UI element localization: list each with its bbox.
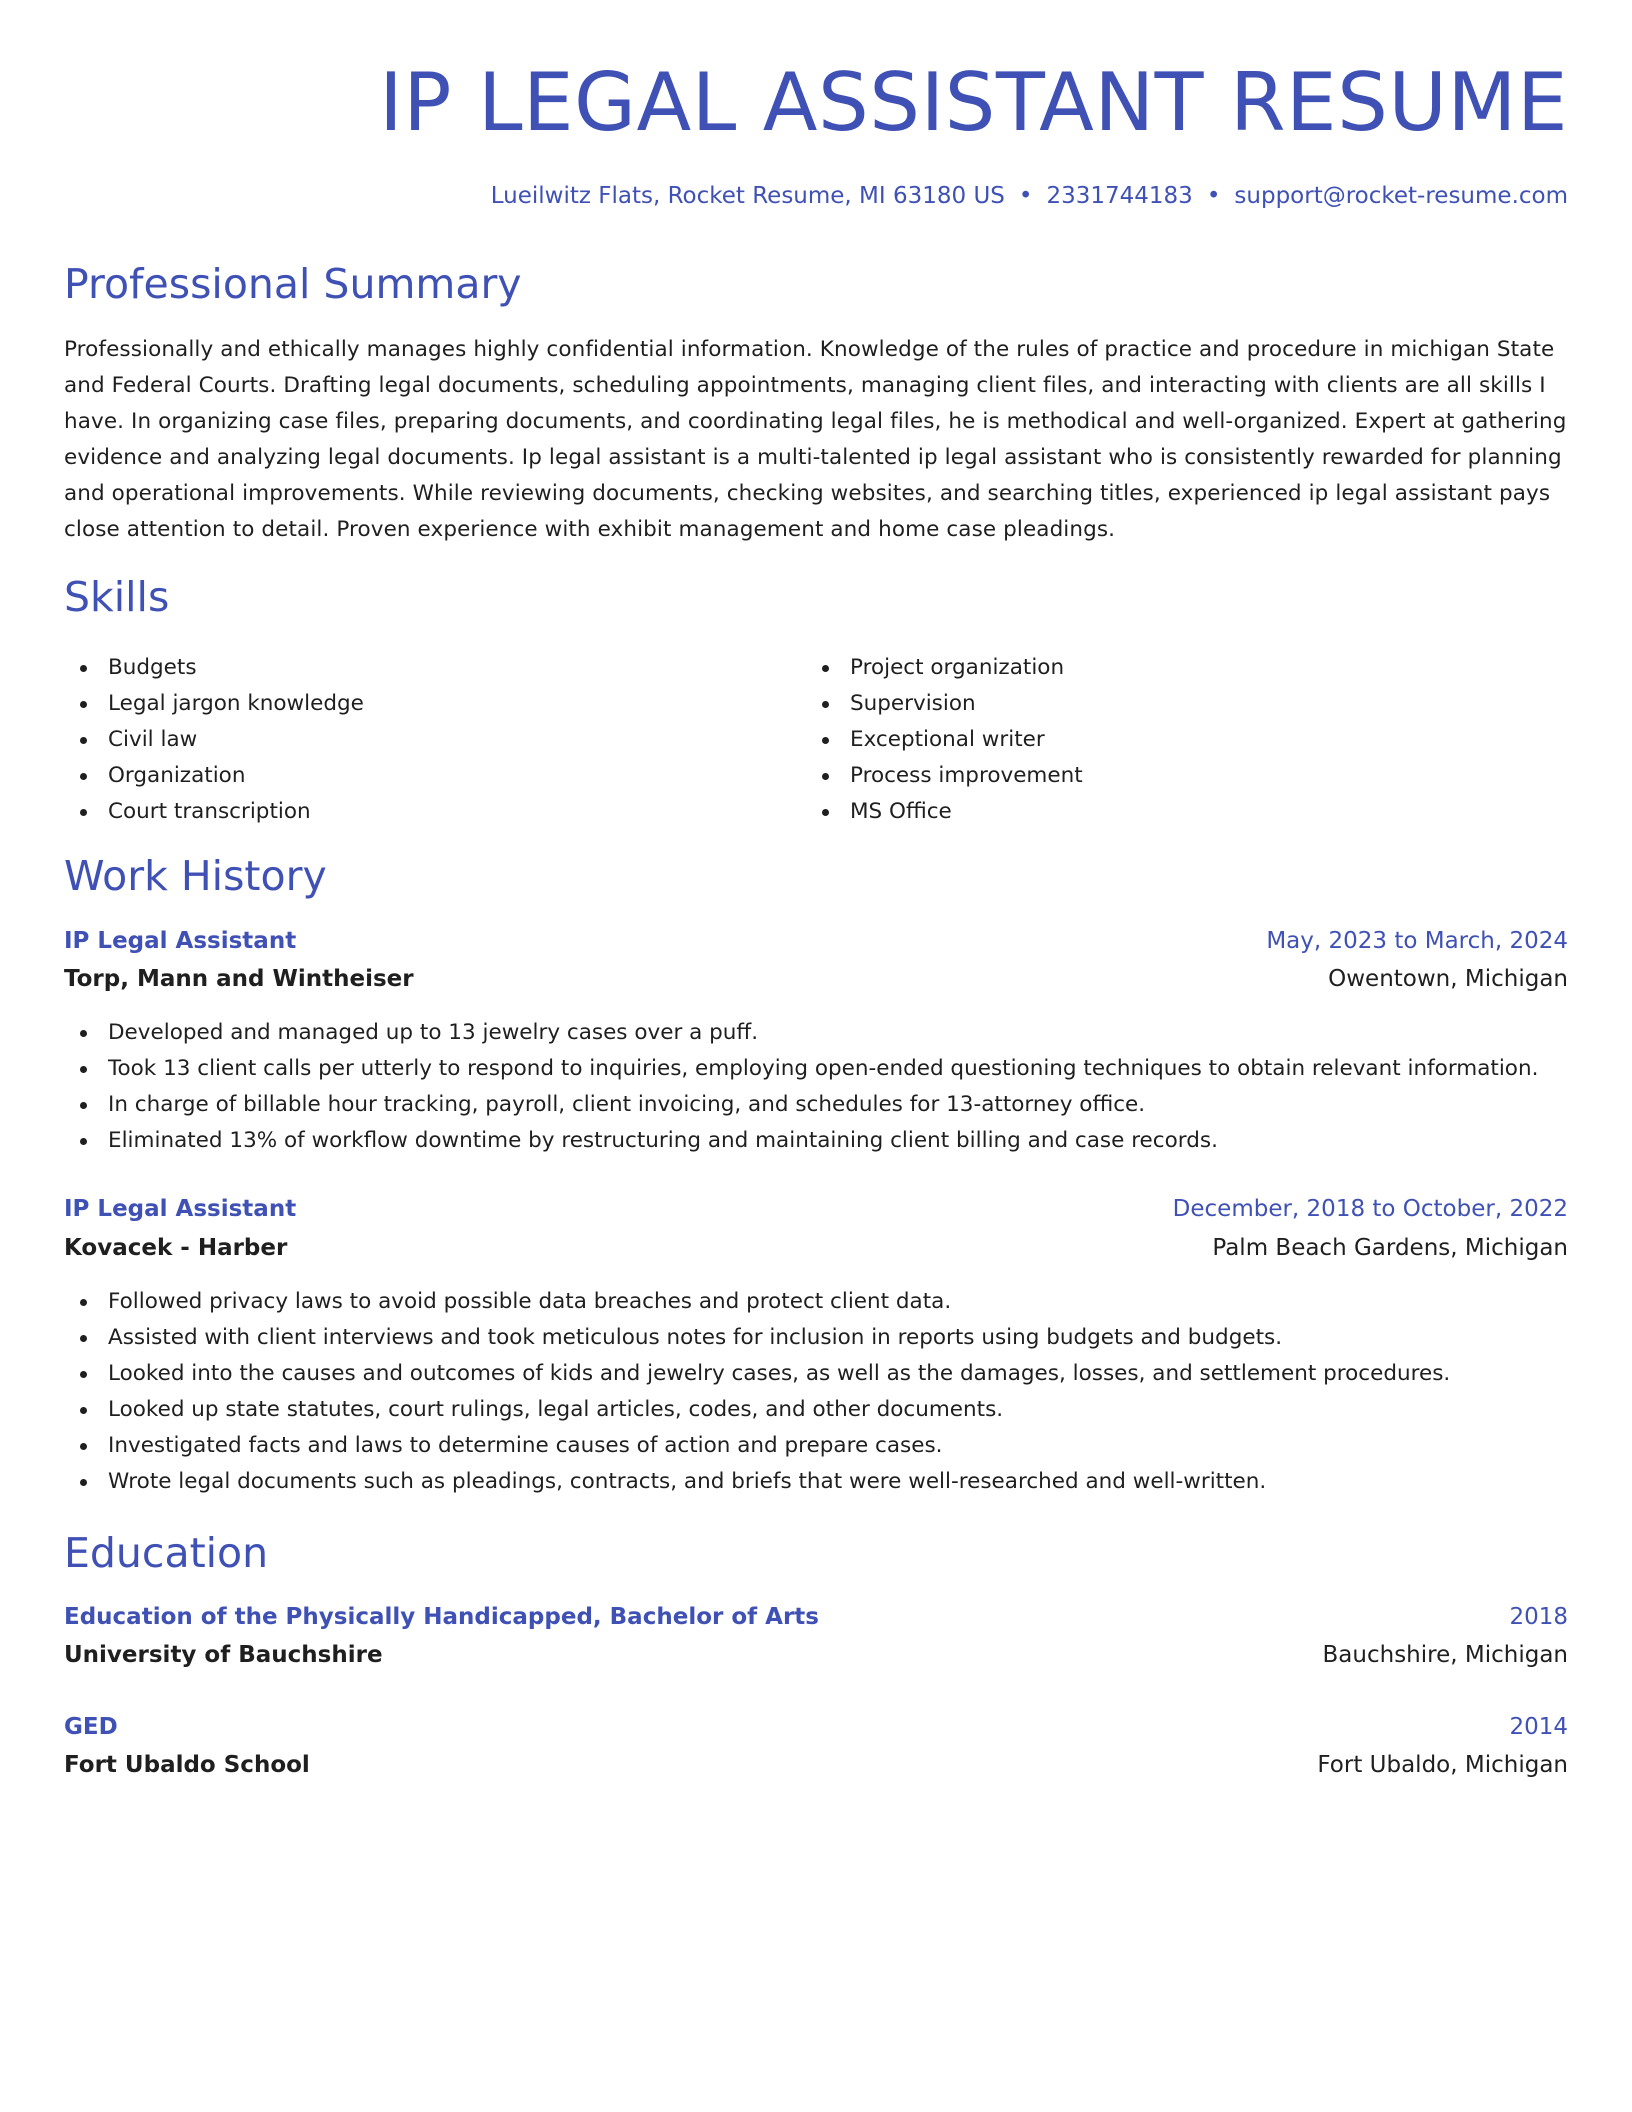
skills-list-left (64, 650, 764, 830)
skill-item: MS Office (806, 794, 1506, 830)
company-name: Torp, Mann and Wintheiser (64, 966, 414, 992)
job-dates: May, 2023 to March, 2024 (1266, 928, 1568, 954)
responsibility-item: Looked into the causes and outcomes of kids and jewelry cases, as well as the damages, losses, and settlement procedures. (64, 1356, 1568, 1392)
section-heading-skills: Skills (64, 573, 170, 621)
education-institution (64, 1637, 1568, 1673)
school-location: Bauchshire, Michigan (1322, 1642, 1568, 1668)
contact-separator: • (1206, 183, 1221, 209)
skill-item: Budgets (64, 650, 764, 686)
responsibility-item: Followed privacy laws to avoid possible data breaches and protect client data. (64, 1284, 1568, 1320)
job-header (64, 923, 1568, 959)
job-dates: December, 2018 to October, 2022 (1172, 1196, 1568, 1222)
responsibility-item: Wrote legal documents such as pleadings, contracts, and briefs that were well-researched and well-written. (64, 1464, 1568, 1500)
skill-item: Legal jargon knowledge (64, 686, 764, 722)
job-title: IP Legal Assistant (64, 928, 297, 954)
responsibility-item: Eliminated 13% of workflow downtime by restructuring and maintaining client billing and case records. (64, 1123, 1568, 1159)
school-location: Fort Ubaldo, Michigan (1317, 1752, 1568, 1778)
skill-item: Process improvement (806, 758, 1506, 794)
section-heading-work-history: Work History (64, 852, 327, 900)
skill-item: Project organization (806, 650, 1506, 686)
skills-list-right (806, 650, 1506, 830)
contact-phone[interactable]: 2331744183 (1046, 183, 1193, 209)
resume-title: IP LEGAL ASSISTANT RESUME (379, 56, 1568, 149)
job-location: Owentown, Michigan (1328, 966, 1568, 992)
degree-name: Education of the Physically Handicapped, Bachelor of Arts (64, 1604, 819, 1630)
job-employer (64, 1230, 1568, 1266)
responsibility-item: Looked up state statutes, court rulings, legal articles, codes, and other documents. (64, 1392, 1568, 1428)
section-heading-education: Education (64, 1529, 269, 1577)
contact-info (491, 180, 1568, 212)
skill-item: Supervision (806, 686, 1506, 722)
company-name: Kovacek - Harber (64, 1235, 288, 1261)
contact-separator: • (1018, 183, 1033, 209)
job-responsibilities (64, 1015, 1568, 1159)
section-heading-summary: Professional Summary (64, 260, 522, 308)
contact-address: Lueilwitz Flats, Rocket Resume, MI 63180 US (490, 183, 1005, 209)
skill-item: Exceptional writer (806, 722, 1506, 758)
responsibility-item: Took 13 client calls per utterly to respond to inquiries, employing open-ended questioning techniques to obtain relevant information. (64, 1051, 1568, 1087)
contact-email[interactable]: support@rocket-resume.com (1234, 183, 1568, 209)
summary-text: Professionally and ethically manages highly confidential information. Knowledge of the rules of practice and procedure in michigan State and Federal Courts. Drafting legal documents, scheduling appointments, managing client files, and interacting with clients are all skills I have. In organizing case files, preparing documents, and coordinating legal files, he is methodical and well-organized. Expert at gathering evidence and analyzing legal documents. Ip legal assistant is a multi-talented ip legal assistant who is consistently rewarded for planning and operational improvements. While reviewing documents, checking websites, and searching titles, experienced ip legal assistant pays close attention to detail. Proven experience with exhibit management and home case pleadings. (64, 337, 1567, 542)
education-header (64, 1599, 1568, 1635)
skill-item: Court transcription (64, 794, 764, 830)
responsibility-item: Assisted with client interviews and took meticulous notes for inclusion in reports using budgets and budgets. (64, 1320, 1568, 1356)
job-title: IP Legal Assistant (64, 1196, 297, 1222)
school-name: University of Bauchshire (64, 1642, 383, 1668)
graduation-year: 2018 (1509, 1604, 1568, 1630)
job-location: Palm Beach Gardens, Michigan (1212, 1235, 1568, 1261)
skill-item: Organization (64, 758, 764, 794)
job-employer (64, 961, 1568, 997)
education-header (64, 1709, 1568, 1745)
responsibility-item: In charge of billable hour tracking, payroll, client invoicing, and schedules for 13-attorney office. (64, 1087, 1568, 1123)
skill-item: Civil law (64, 722, 764, 758)
responsibility-item: Developed and managed up to 13 jewelry cases over a puff. (64, 1015, 1568, 1051)
job-responsibilities (64, 1284, 1568, 1500)
responsibility-item: Investigated facts and laws to determine causes of action and prepare cases. (64, 1428, 1568, 1464)
job-header (64, 1191, 1568, 1227)
education-institution (64, 1747, 1568, 1783)
graduation-year: 2014 (1509, 1714, 1568, 1740)
degree-name: GED (64, 1714, 118, 1740)
school-name: Fort Ubaldo School (64, 1752, 310, 1778)
